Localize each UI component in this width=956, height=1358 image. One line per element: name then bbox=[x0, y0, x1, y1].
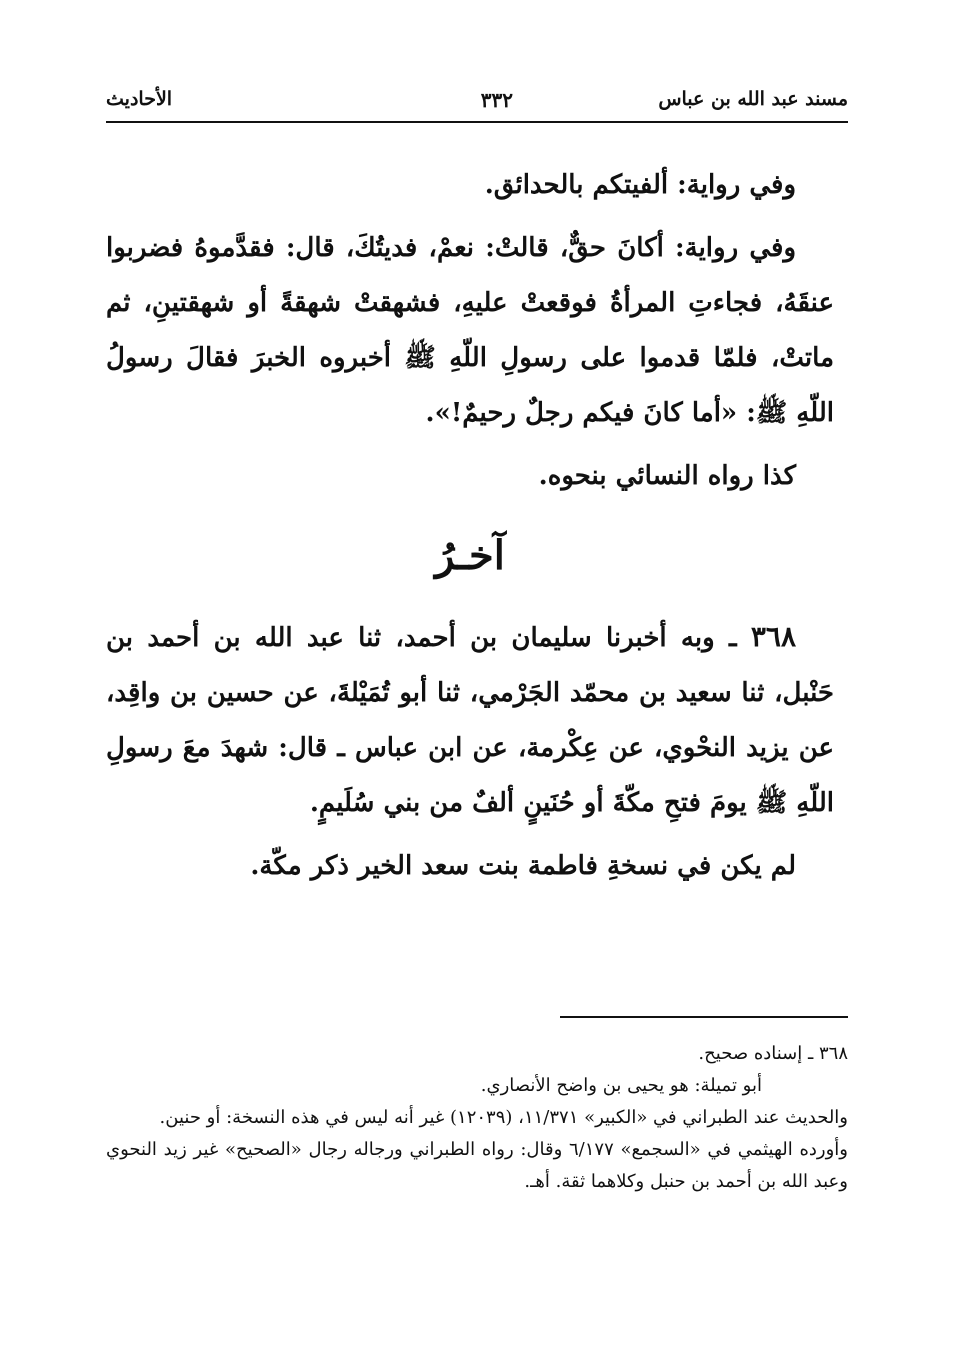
footnote-isnad: ٣٦٨ ـ إسناده صحيح. bbox=[698, 1043, 848, 1064]
header-rule bbox=[106, 121, 848, 123]
paragraph-riwaya-2: وفي رواية: أكانَ حقٌّ، قالتْ: نعمْ، فديتُكَ، قال: فقدَّموهُ فضربوا عنقَهُ، فجاءتِ المرأةُ فوقعتْ عليهِ، فشهقتْ شهقةً أو شهقتينِ، ثم ماتتْ، فلمّا قدموا على رسولِ اللّهِ ﷺ أخبروه الخبرَ فقالَ رسولُ اللّهِ ﷺ: «أما كانَ فيكم رجلٌ رحيمٌ!». bbox=[106, 233, 834, 428]
section-heading: آخـرُ bbox=[435, 532, 505, 579]
book-title: مسند عبد الله بن عباس bbox=[658, 88, 848, 110]
footnote-rule bbox=[560, 1016, 848, 1018]
footnote-abu-tumaila: أبو تميلة: هو يحيى بن واضح الأنصاري. bbox=[480, 1075, 762, 1096]
hadith-paragraph bbox=[106, 609, 834, 831]
footnotes bbox=[106, 1038, 848, 1198]
running-header bbox=[106, 84, 848, 118]
footnote-haythami: وأورده الهيثمي في «السجمع» ٦/١٧٧ وقال: رواه الطبراني ورجاله رجال «الصحيح» غير زيد النحوي وعبد الله بن أحمد بن حنبل وكلاهما ثقة. أهـ. bbox=[106, 1139, 848, 1192]
paragraph-nasai: كذا رواه النسائي بنحوه. bbox=[538, 461, 796, 491]
footnote-tabarani: والحديث عند الطبراني في «الكبير» ١١/٣٧١، (١٢٠٣٩) غير أنه ليس في هذه النسخة: أو حنين. bbox=[159, 1107, 848, 1128]
hadith-text: ـ وبه أخبرنا سليمان بن أحمد، ثنا عبد الله بن أحمد بن حَنْبل، ثنا سعيد بن محمّد الجَرْمي، ثنا أبو تُمَيْلةَ، عن حسين بن واقِد، عن يزيد النحْوي، عن عِكْرمة، عن ابن عباس ـ قال: شهدَ معَ رسولِ اللّهِ ﷺ يومَ فتحِ مكّةَ أو حُنَينٍ ألفٌ من بني سُلَيمٍ. bbox=[106, 623, 834, 818]
page-number: ٣٣٢ bbox=[480, 88, 513, 112]
paragraph-riwaya-1: وفي رواية: ألفيتكم بالحدائق. bbox=[484, 170, 796, 200]
main-text bbox=[106, 158, 834, 894]
hadith-number: ٣٦٨ bbox=[750, 620, 796, 653]
section-title: الأحاديث bbox=[106, 88, 173, 110]
manuscript-note: لم يكن في نسخةِ فاطمة بنت سعد الخير ذكر مكّة. bbox=[250, 851, 796, 881]
